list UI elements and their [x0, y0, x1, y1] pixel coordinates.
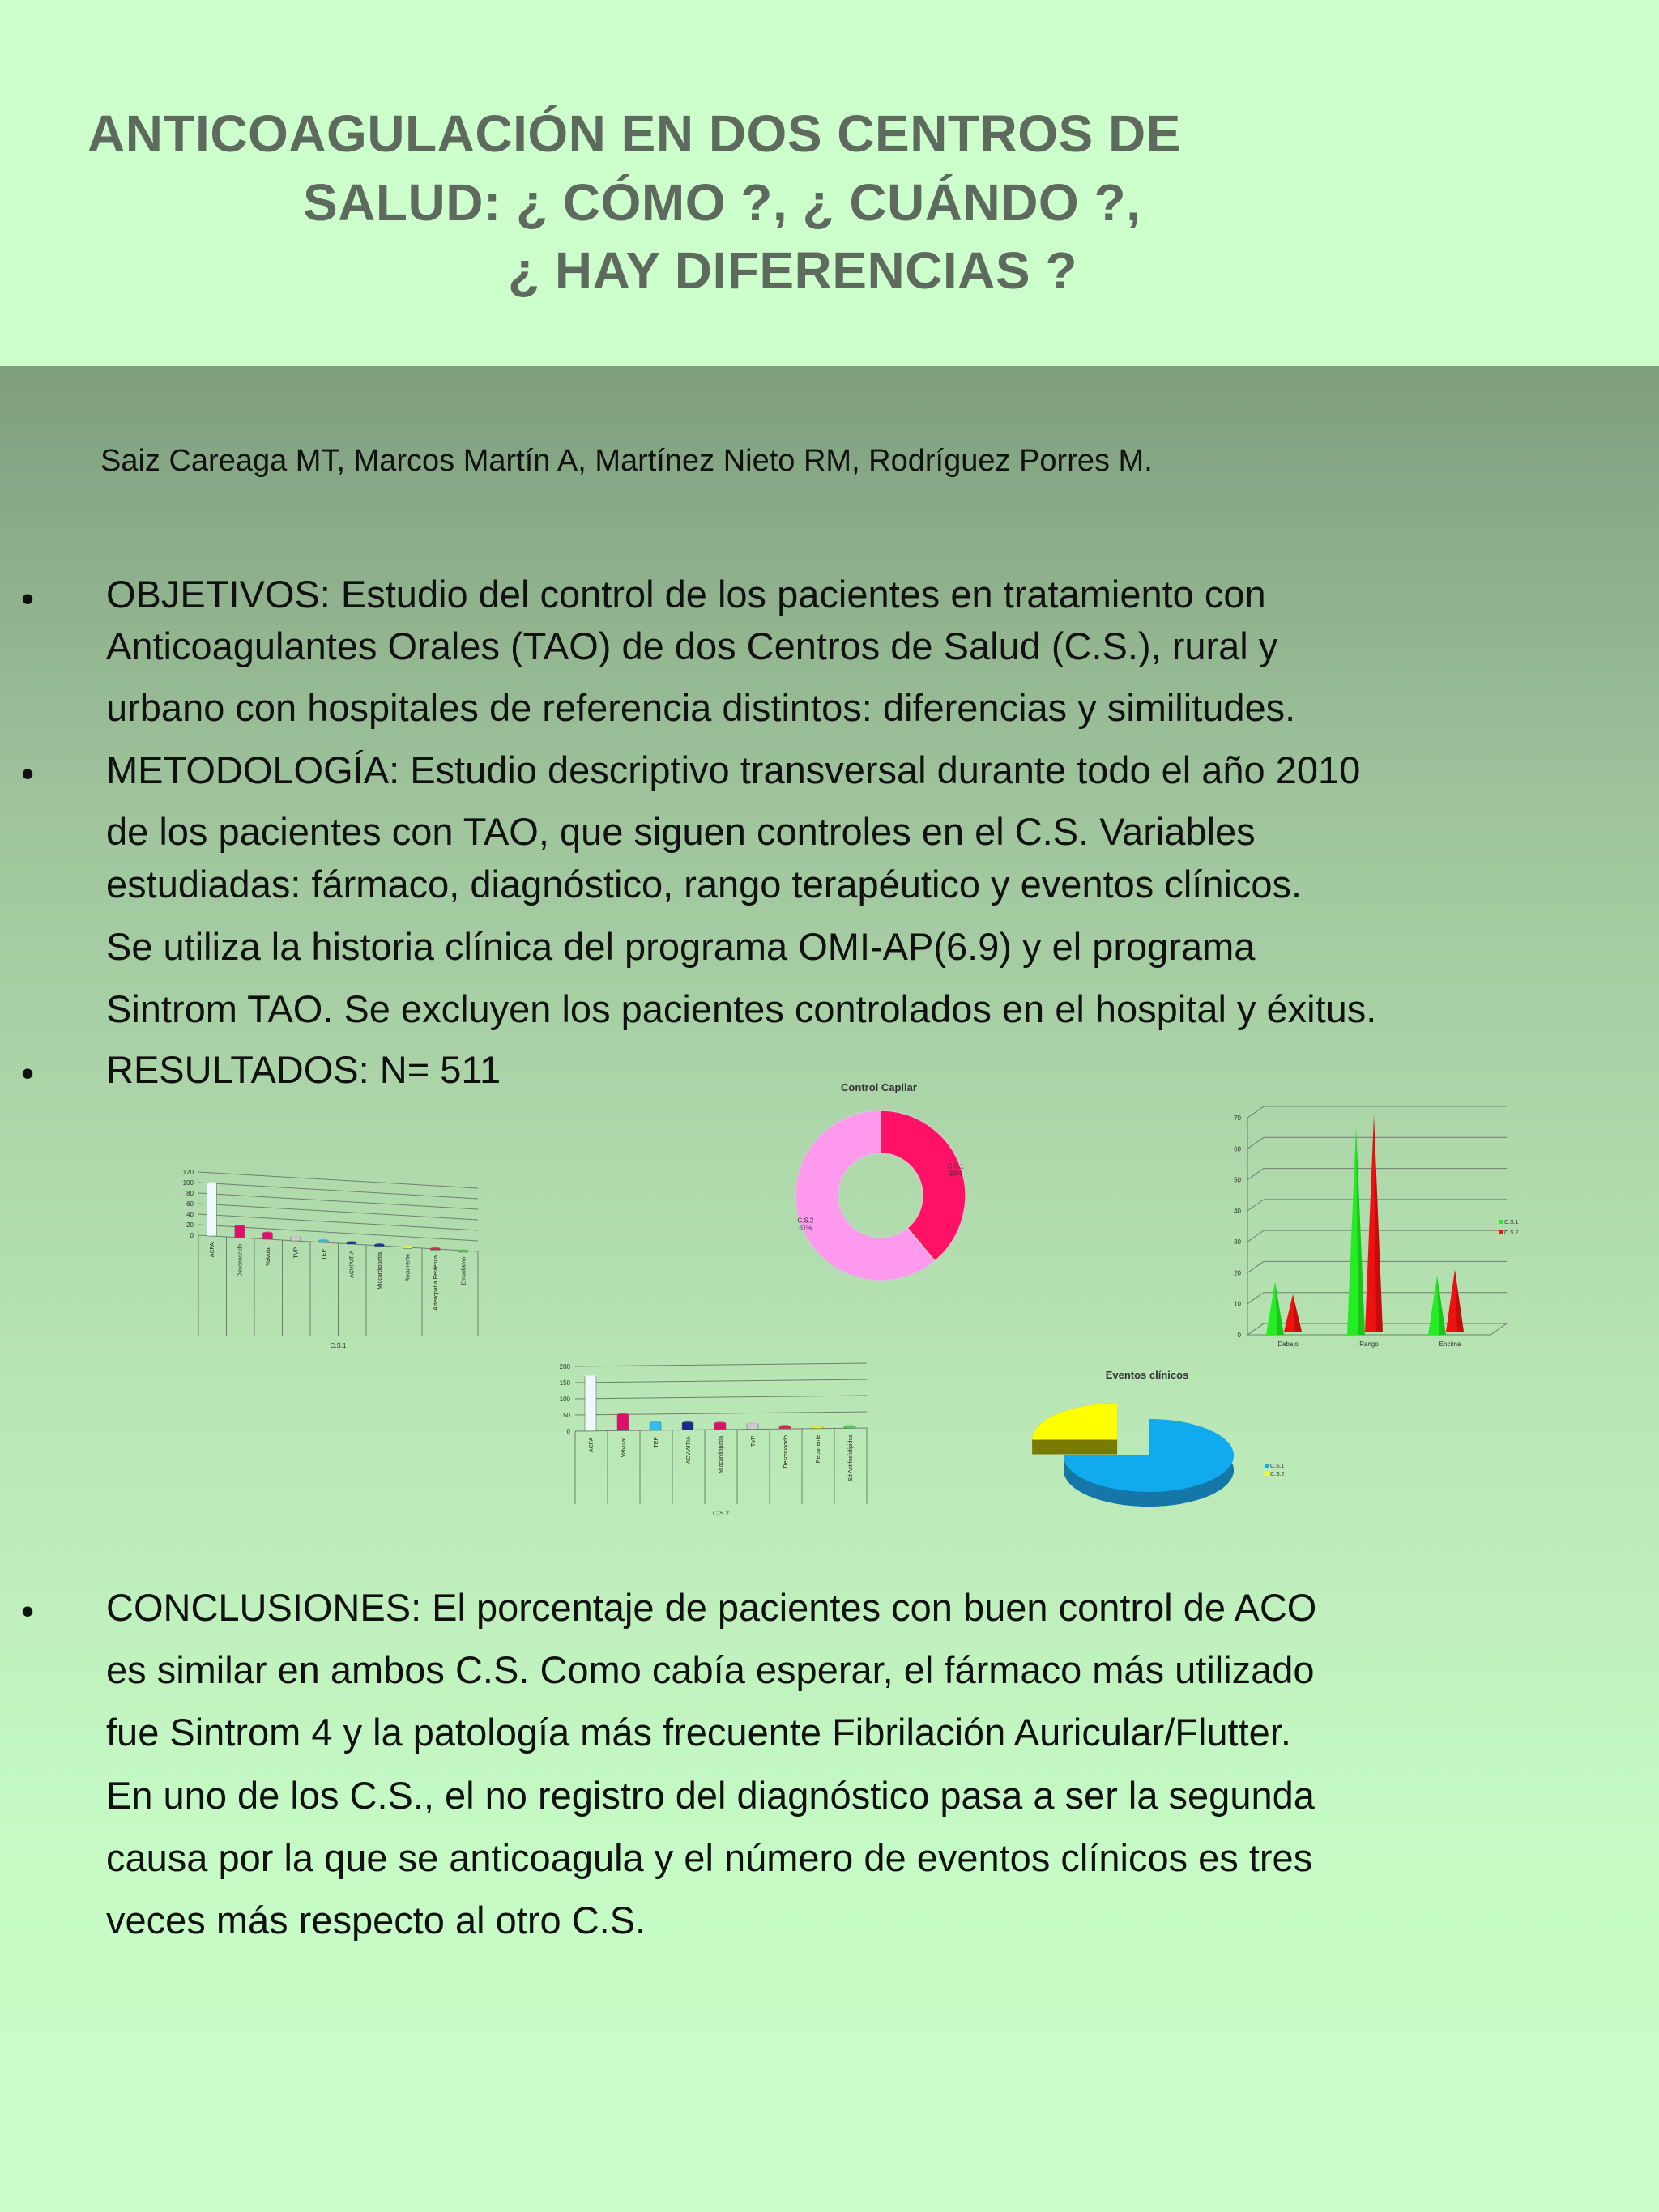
y-tick-label: 60 [186, 1200, 194, 1208]
bar-desconocido [235, 1226, 245, 1238]
bullet-conclusiones: • [21, 1590, 35, 1632]
conclusiones-line-4: En uno de los C.S., el no registro del diagnóstico pasa a ser la segunda [106, 1774, 1315, 1817]
x-axis-label: C.S.2 [712, 1510, 730, 1517]
chart-title: Eventos clínicos [1105, 1369, 1189, 1381]
bar-top-recurrente [812, 1426, 823, 1428]
title-banner [0, 0, 1659, 366]
bar-top-acfa [585, 1375, 596, 1377]
gridline [198, 1204, 478, 1220]
gridline-depth [1247, 1200, 1264, 1211]
bullet-metodologia: • [21, 752, 35, 795]
y-tick-label: 200 [559, 1363, 570, 1370]
bullet-resultados: • [21, 1052, 35, 1094]
slice-pct-label: 61% [799, 1224, 812, 1232]
y-tick-label: 70 [1234, 1115, 1241, 1122]
legend-label: C.S.1 [1270, 1464, 1285, 1469]
chart-eventos-clinicos [1013, 1365, 1337, 1535]
gridline [575, 1379, 867, 1383]
x-tick-label: Valvular [621, 1437, 627, 1458]
y-tick-label: 0 [1237, 1332, 1241, 1339]
slice-label: C.S.1 [947, 1162, 964, 1170]
y-tick-label: 50 [563, 1412, 570, 1419]
bar-top-sd-antifosfolipidos [844, 1425, 855, 1427]
conclusiones-line-1: CONCLUSIONES: El porcentaje de pacientes con buen control de ACO [106, 1586, 1317, 1629]
y-tick-label: 0 [566, 1428, 570, 1435]
x-tick-label: TEP [654, 1436, 659, 1448]
slice-c-s-2 [1032, 1404, 1117, 1440]
gridline-depth [1247, 1137, 1264, 1149]
gridline-depth [1247, 1169, 1264, 1180]
x-tick-label: Embolismo [461, 1257, 467, 1285]
x-tick-label: Arteriopatía Periférica [433, 1255, 439, 1311]
bar-top-acv-aitia [347, 1241, 356, 1243]
bullet-objetivos: • [21, 578, 35, 620]
bar-top-arteriopatia-periferica [430, 1247, 440, 1250]
legend-label: C.S.1 [1504, 1220, 1519, 1225]
legend-swatch-c-s-2 [1265, 1472, 1269, 1476]
bar-top-valvular [617, 1413, 629, 1416]
bar-top-acv-aitia [682, 1421, 693, 1424]
x-tick-label: ACFA [209, 1242, 215, 1258]
legend-label: C.S.2 [1504, 1230, 1519, 1236]
gridline [575, 1396, 867, 1399]
metodologia-line-2: de los pacientes con TAO, que siguen controles en el C.S. Variables [106, 810, 1256, 853]
y-tick-label: 10 [1234, 1300, 1241, 1308]
gridline-depth [1247, 1106, 1264, 1118]
bar-acfa [207, 1183, 216, 1236]
objetivos-line-3: urbano con hospitales de referencia distintos: diferencias y similitudes. [106, 686, 1296, 729]
x-tick-label: Miocardiopatía [719, 1436, 724, 1473]
title-line-3: ¿ HAY DIFERENCIAS ? [508, 241, 1077, 300]
bar-top-valvular [262, 1232, 272, 1234]
y-tick-label: 20 [186, 1221, 194, 1229]
x-tick-label: ACV/AITIA [349, 1251, 356, 1278]
objetivos-line-2: Anticoagulantes Orales (TAO) de dos Centros de Salud (C.S.), rural y [106, 624, 1278, 667]
x-tick-label: ACV/AITIA [686, 1436, 692, 1464]
y-tick-label: 100 [182, 1179, 194, 1187]
authors: Saiz Careaga MT, Marcos Martín A, Martínez Nieto RM, Rodríguez Porres M. [100, 444, 1153, 478]
x-tick-label: Encima [1439, 1340, 1461, 1348]
gridline-depth [1247, 1261, 1264, 1272]
x-tick-label: TEP [321, 1249, 327, 1260]
chart-title: Control Capilar [841, 1081, 917, 1093]
bar-top-miocardiopatia [714, 1421, 726, 1424]
legend-swatch-c-s-1 [1265, 1464, 1269, 1468]
bar-top-tep [650, 1421, 661, 1423]
bar-top-desconocido [779, 1425, 791, 1427]
metodologia-line-5: Sintrom TAO. Se excluyen los pacientes controlados en el hospital y éxitus. [106, 987, 1377, 1030]
x-tick-label: TVP [751, 1435, 757, 1447]
bar-top-tvp [291, 1235, 301, 1238]
x-tick-label: Desconocido [783, 1435, 789, 1468]
legend-label: C.S.2 [1270, 1472, 1285, 1477]
x-axis-label: C.S.1 [330, 1342, 347, 1349]
conclusiones-line-3: fue Sintrom 4 y la patología más frecuente Fibrilación Auricular/Flutter. [106, 1711, 1291, 1754]
gridline [198, 1193, 478, 1209]
metodologia-line-1: METODOLOGÍA: Estudio descriptivo transversal durante todo el año 2010 [106, 748, 1361, 791]
bar-acfa [585, 1376, 596, 1431]
y-tick-label: 40 [1234, 1207, 1241, 1215]
bar-top-tvp [747, 1422, 758, 1425]
slice-pct-label: 39% [949, 1170, 962, 1178]
chart-control-capilar [778, 1076, 1004, 1294]
x-tick-label: Recurrente [405, 1254, 412, 1282]
gridline-depth [1247, 1230, 1264, 1242]
x-tick-label: Desconocido [237, 1244, 244, 1277]
x-tick-label: Recurrente [816, 1434, 821, 1464]
objetivos-line-1: OBJETIVOS: Estudio del control de los pacientes en tratamiento con [106, 573, 1266, 616]
resultados-line-1: RESULTADOS: N= 511 [106, 1048, 501, 1091]
bar-top-desconocido [235, 1225, 245, 1227]
bar-top-tep [318, 1239, 328, 1242]
legend-swatch-c-s-2 [1499, 1230, 1503, 1234]
x-tick-label: Valvular [265, 1246, 271, 1266]
y-tick-label: 50 [1234, 1176, 1241, 1184]
y-tick-label: 80 [186, 1190, 194, 1197]
gridline [198, 1183, 478, 1199]
gridline-depth [1247, 1293, 1264, 1304]
conclusiones-line-2: es similar en ambos C.S. Como cabía esperar, el fármaco más utilizado [106, 1648, 1315, 1691]
x-tick-label: Debajo [1277, 1340, 1299, 1348]
x-tick-label: Rango [1359, 1340, 1379, 1348]
conclusiones-line-5: causa por la que se anticoagula y el número de eventos clínicos es tres [106, 1836, 1313, 1879]
x-tick-label: Sd Antifosfolípidos [848, 1434, 854, 1481]
bar-top-acfa [207, 1182, 216, 1184]
y-tick-label: 40 [186, 1211, 194, 1218]
y-tick-label: 20 [1234, 1269, 1241, 1277]
y-tick-label: 60 [1234, 1145, 1241, 1153]
bar-top-miocardiopatia [374, 1243, 384, 1246]
gridline [198, 1172, 478, 1188]
bar-top-embolismo [458, 1249, 468, 1251]
chart-diagnostico-cs2 [551, 1349, 883, 1519]
x-tick-label: TVP [293, 1247, 300, 1259]
conclusiones-line-6: veces más respecto al otro C.S. [106, 1899, 646, 1941]
legend-swatch-c-s-1 [1499, 1220, 1503, 1224]
chart-diagnostico-cs1 [162, 1146, 494, 1365]
title-line-1: ANTICOAGULACIÓN EN DOS CENTROS DE [87, 104, 1181, 163]
y-tick-label: 120 [182, 1169, 194, 1176]
gridline-depth [1247, 1323, 1264, 1335]
y-tick-label: 30 [1234, 1238, 1241, 1247]
bar-valvular [617, 1414, 629, 1430]
metodologia-line-3: estudiadas: fármaco, diagnóstico, rango terapéutico y eventos clínicos. [106, 863, 1303, 906]
bar-top-recurrente [403, 1246, 412, 1248]
y-tick-label: 0 [190, 1232, 194, 1239]
x-tick-label: ACFA [589, 1437, 595, 1453]
y-tick-label: 150 [559, 1379, 570, 1387]
slice-label: C.S.2 [797, 1217, 814, 1225]
x-tick-label: Miocardiopatía [377, 1252, 383, 1289]
gridline [575, 1363, 867, 1366]
title-line-2: SALUD: ¿ CÓMO ?, ¿ CUÁNDO ?, [303, 173, 1141, 232]
y-tick-label: 100 [559, 1396, 570, 1403]
chart-rango-terapeutico [1223, 1106, 1531, 1357]
metodologia-line-4: Se utiliza la historia clínica del programa OMI-AP(6.9) y el programa [106, 925, 1256, 968]
